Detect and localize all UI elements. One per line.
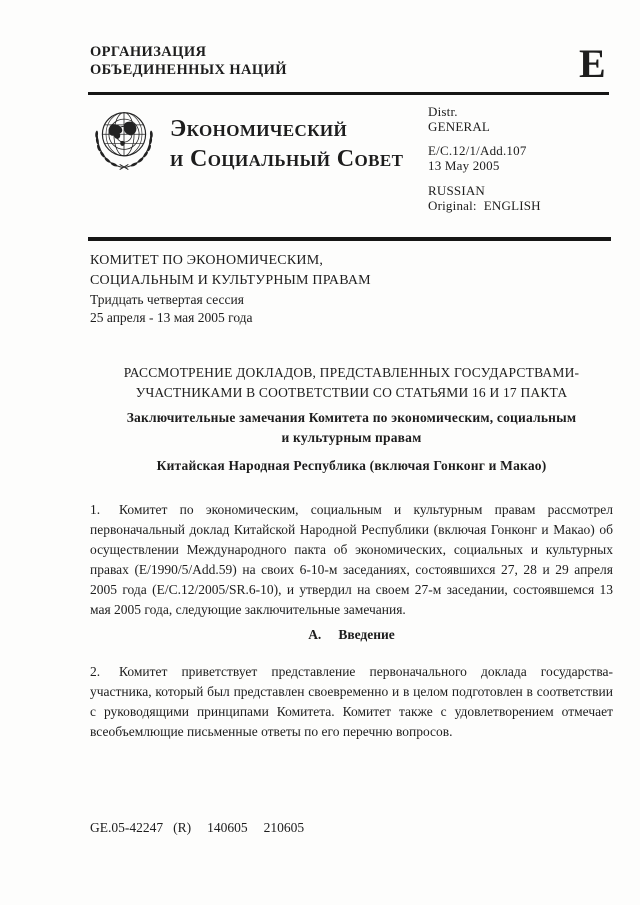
org-name (90, 43, 287, 79)
paragraph-1 (90, 500, 613, 620)
session-number: Тридцать четвертая сессия (90, 292, 244, 307)
original-value: ENGLISH (483, 198, 541, 213)
council-name-line1: Экономический (170, 116, 348, 142)
letterhead-rule (88, 237, 611, 241)
footer-date1: 140605 (207, 820, 248, 835)
footer-r-code: (R) (173, 820, 192, 835)
footer-reference (90, 819, 304, 837)
country-title: Китайская Народная Республика (включая Гонконг и Макао) (156, 458, 547, 473)
un-emblem-icon (88, 104, 160, 176)
original-language-line (428, 198, 541, 213)
footer-date2: 210605 (263, 820, 305, 835)
paragraph-2-number: 2. (90, 664, 101, 679)
document-symbol: E/C.12/1/Add.107 (428, 143, 527, 158)
header-rule (88, 92, 609, 95)
council-name (170, 114, 403, 174)
committee-name-line2: СОЦИАЛЬНЫМ И КУЛЬТУРНЫМ ПРАВАМ (90, 273, 371, 288)
ge-number: GE.05-42247 (90, 820, 164, 835)
report-title-line2: УЧАСТНИКАМИ В СООТВЕТСТВИИ СО СТАТЬЯМИ 16 И 17 ПАКТА (135, 385, 568, 400)
report-subtitle-line1: Заключительные замечания Комитета по экономическим, социальным (126, 410, 577, 425)
paragraph-1-text: Комитет по экономическим, социальным и культурным правам рассмотрел первоначальный доклад Китайской Народной Республики (включая Гонконг и Макао) об осуществлении Международного пакта об экономических, социальных и культурных правах (E/1990/5/Add.59) на своих 6-10-м заседаниях, состоявшихся 27, 28 и 29 апреля 2005 года (E/C.12/2005/SR.6-10), и утвердил на своем 27-м заседании, состоявшемся 13 мая 2005 года, следующие заключительные замечания. (90, 502, 613, 617)
session-dates: 25 апреля - 13 мая 2005 года (90, 310, 253, 325)
title-block (90, 363, 613, 476)
paragraph-2 (90, 662, 613, 742)
org-name-line1: ОРГАНИЗАЦИЯ (90, 44, 207, 60)
paragraph-1-number: 1. (90, 502, 101, 517)
document-date: 13 May 2005 (428, 158, 500, 173)
original-label: Original: (428, 198, 477, 213)
report-subtitle (90, 408, 613, 448)
org-name-line2: ОБЪЕДИНЕННЫХ НАЦИЙ (90, 62, 287, 78)
report-title (90, 363, 613, 403)
report-subtitle-line2: и культурным правам (281, 430, 422, 445)
council-name-line2: и Социальный Совет (170, 146, 404, 172)
section-a-title: Введение (338, 627, 395, 642)
document-language: RUSSIAN (428, 183, 486, 198)
section-a-heading (90, 625, 613, 645)
document-series-letter: E (579, 41, 606, 86)
distr-value: GENERAL (428, 119, 491, 134)
report-title-line1: РАССМОТРЕНИЕ ДОКЛАДОВ, ПРЕДСТАВЛЕННЫХ ГОСУДАРСТВАМИ- (123, 365, 580, 380)
section-a-letter: А. (308, 627, 322, 642)
committee-block (90, 251, 371, 327)
distr-label: Distr. (428, 104, 458, 119)
distribution-block (428, 104, 541, 213)
paragraph-2-text: Комитет приветствует представление первоначального доклада государства-участника, который был представлен своевременно и в целом подготовлен в соответствии с руководящими принципами Комитета. Комитет также с удовлетворением отмечает всеобъемлющие письменные ответы по его перечню вопросов. (90, 664, 613, 739)
committee-name-line1: КОМИТЕТ ПО ЭКОНОМИЧЕСКИМ, (90, 253, 324, 268)
